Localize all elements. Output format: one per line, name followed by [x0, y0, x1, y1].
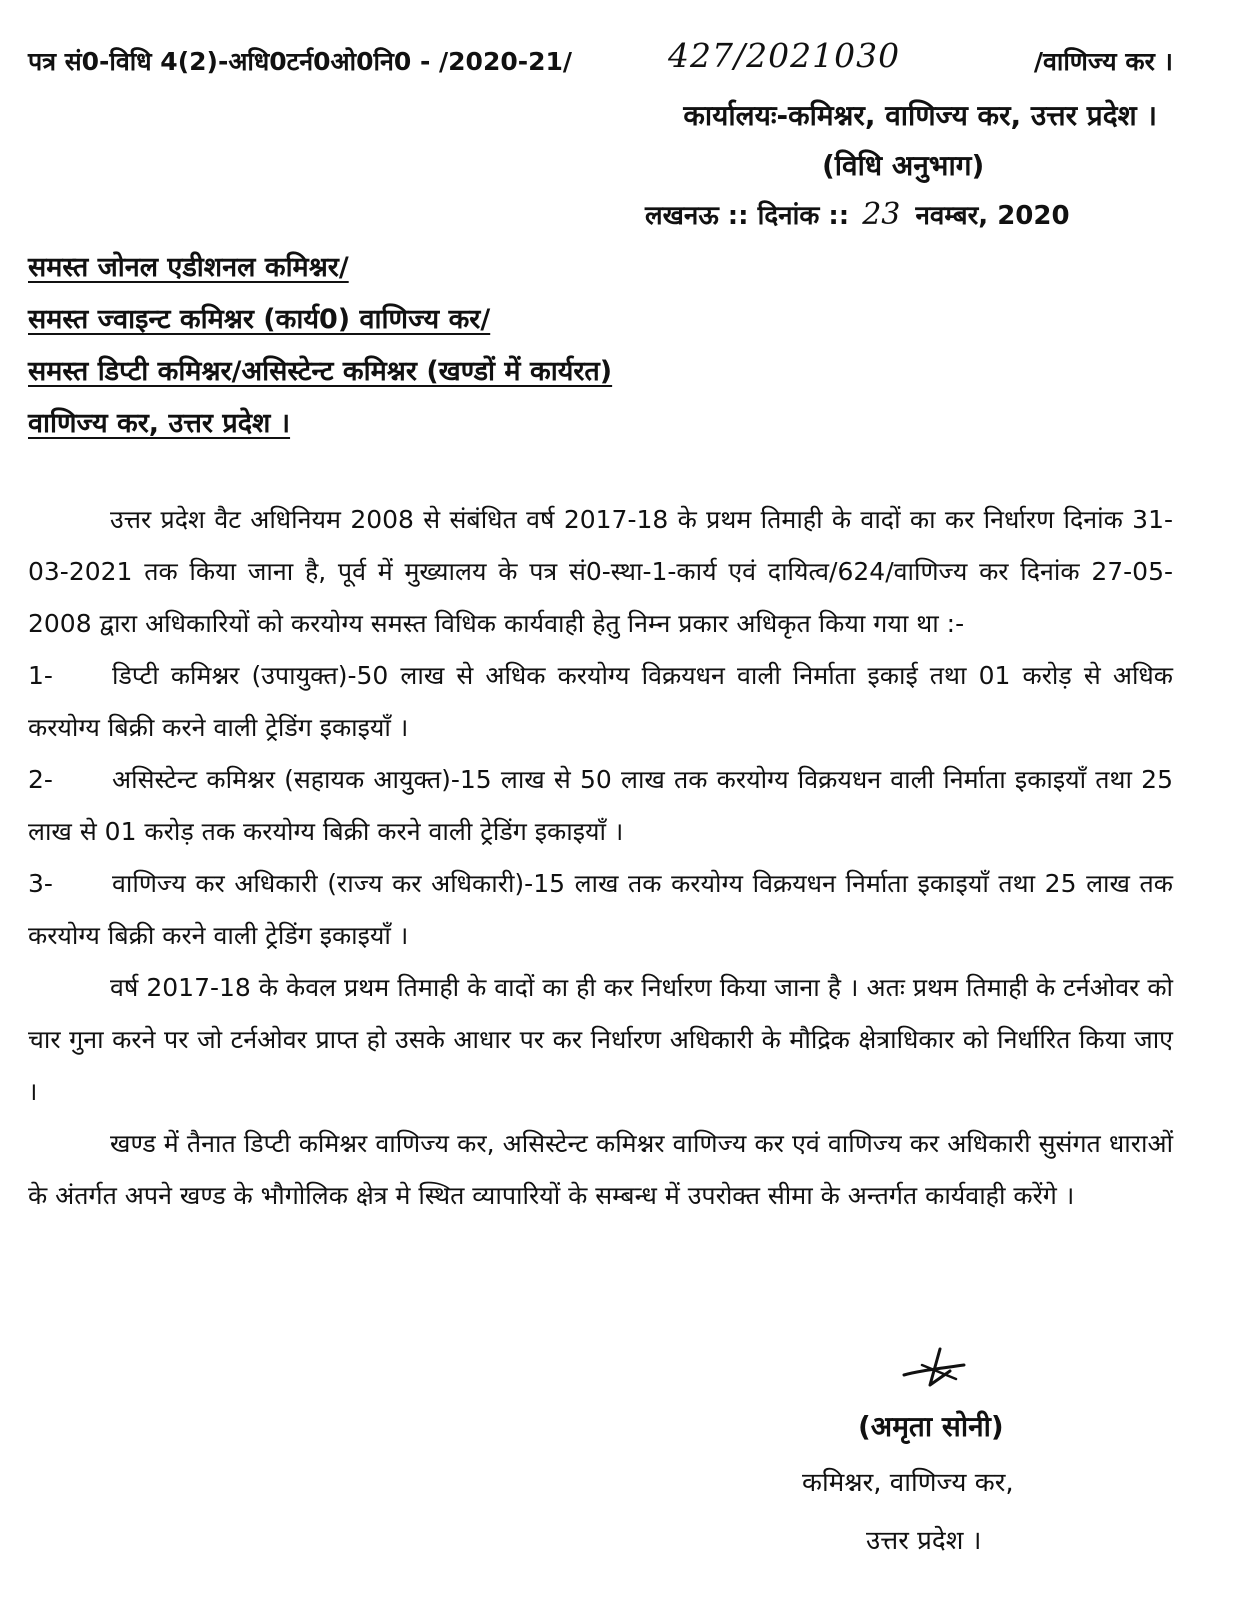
addressee-block	[28, 248, 612, 456]
addressee-line: समस्त ज्वाइन्ट कमिश्नर (कार्य0) वाणिज्य कर/	[28, 304, 491, 335]
addressee-line: वाणिज्य कर, उत्तर प्रदेश ।	[28, 408, 291, 439]
instruction-paragraph: खण्ड में तैनात डिप्टी कमिश्नर वाणिज्य कर, असिस्टेन्ट कमिश्नर वाणिज्य कर एवं वाणिज्य कर अधिकारी सुसंगत धाराओं के अंतर्गत अपने खण्ड के भौगोलिक क्षेत्र मे स्थित व्यापारियों के सम्बन्ध में उपरोक्त सीमा के अन्तर्गत कार्यवाही करेंगे ।	[28, 1129, 1173, 1210]
list-item-number: 1-	[28, 661, 53, 690]
section-heading: (विधि अनुभाग)	[822, 149, 985, 182]
intro-paragraph: उत्तर प्रदेश वैट अधिनियम 2008 से संबंधित वर्ष 2017-18 के प्रथम तिमाही के वादों का कर निर्धारण दिनांक 31-03-2021 तक किया जाना है, पूर्व में मुख्यालय के पत्र सं0-स्था-1-कार्य एवं दायित्व/624/वाणिज्य कर दिनांक 27-05-2008 द्वारा अधिकारियों को करयोग्य समस्त विधिक कार्यवाही हेतु निम्न प्रकार अधिकृत किया गया था :-	[28, 505, 1173, 638]
letter-body	[28, 494, 1173, 1222]
signatory-name: (अमृता सोनी)	[858, 1410, 1004, 1443]
handwritten-dispatch-number: 427/2021030	[668, 36, 901, 75]
list-item-text: डिप्टी कमिश्नर (उपायुक्त)-50 लाख से अधिक करयोग्य विक्रयधन वाली निर्माता इकाई तथा 01 करोड़ से अधिक करयोग्य बिक्री करने वाली ट्रेडिंग इकाइयाँ ।	[28, 661, 1173, 742]
list-item-number: 2-	[28, 765, 53, 794]
list-item	[28, 858, 1173, 962]
reference-line	[28, 36, 1173, 86]
addressee-line: समस्त डिप्टी कमिश्नर/असिस्टेन्ट कमिश्नर (खण्डों में कार्यरत)	[28, 356, 613, 387]
signatory-title: कमिश्नर, वाणिज्य कर,	[802, 1468, 1014, 1498]
date-prefix: लखनऊ :: दिनांक ::	[645, 201, 850, 231]
list-item-text: वाणिज्य कर अधिकारी (राज्य कर अधिकारी)-15 लाख तक करयोग्य विक्रयधन निर्माता इकाइयाँ तथा 25 लाख तक करयोग्य बिक्री करने वाली ट्रेडिंग इकाइयाँ ।	[28, 869, 1173, 950]
date-suffix: नवम्बर, 2020	[915, 201, 1070, 231]
signatory-state: उत्तर प्रदेश ।	[866, 1526, 982, 1556]
list-item-text: असिस्टेन्ट कमिश्नर (सहायक आयुक्त)-15 लाख से 50 लाख तक करयोग्य विक्रयधन वाली निर्माता इकाइयाँ तथा 25 लाख से 01 करोड़ तक करयोग्य बिक्री करने वाली ट्रेडिंग इकाइयाँ ।	[28, 765, 1173, 846]
list-item	[28, 650, 1173, 754]
department-label: /वाणिज्य कर ।	[1033, 47, 1173, 76]
handwritten-day: 23	[862, 197, 901, 232]
turnover-paragraph: वर्ष 2017-18 के केवल प्रथम तिमाही के वादों का ही कर निर्धारण किया जाना है । अतः प्रथम तिमाही के टर्नओवर को चार गुना करने पर जो टर्नओवर प्राप्त हो उसके आधार पर कर निर्धारण अधिकारी के मौद्रिक क्षेत्राधिकार को निर्धारित किया जाए ।	[28, 973, 1173, 1106]
reference-number: पत्र सं0-विधि 4(2)-अधि0टर्न0ओ0नि0 - /2020-21/	[28, 47, 573, 76]
list-item-number: 3-	[28, 869, 53, 898]
addressee-line: समस्त जोनल एडीशनल कमिश्नर/	[28, 252, 349, 283]
list-item	[28, 754, 1173, 858]
office-heading: कार्यालयः-कमिश्नर, वाणिज्य कर, उत्तर प्रदेश ।	[683, 99, 1157, 132]
handwritten-signature	[900, 1345, 970, 1391]
place-and-date	[645, 196, 1070, 232]
